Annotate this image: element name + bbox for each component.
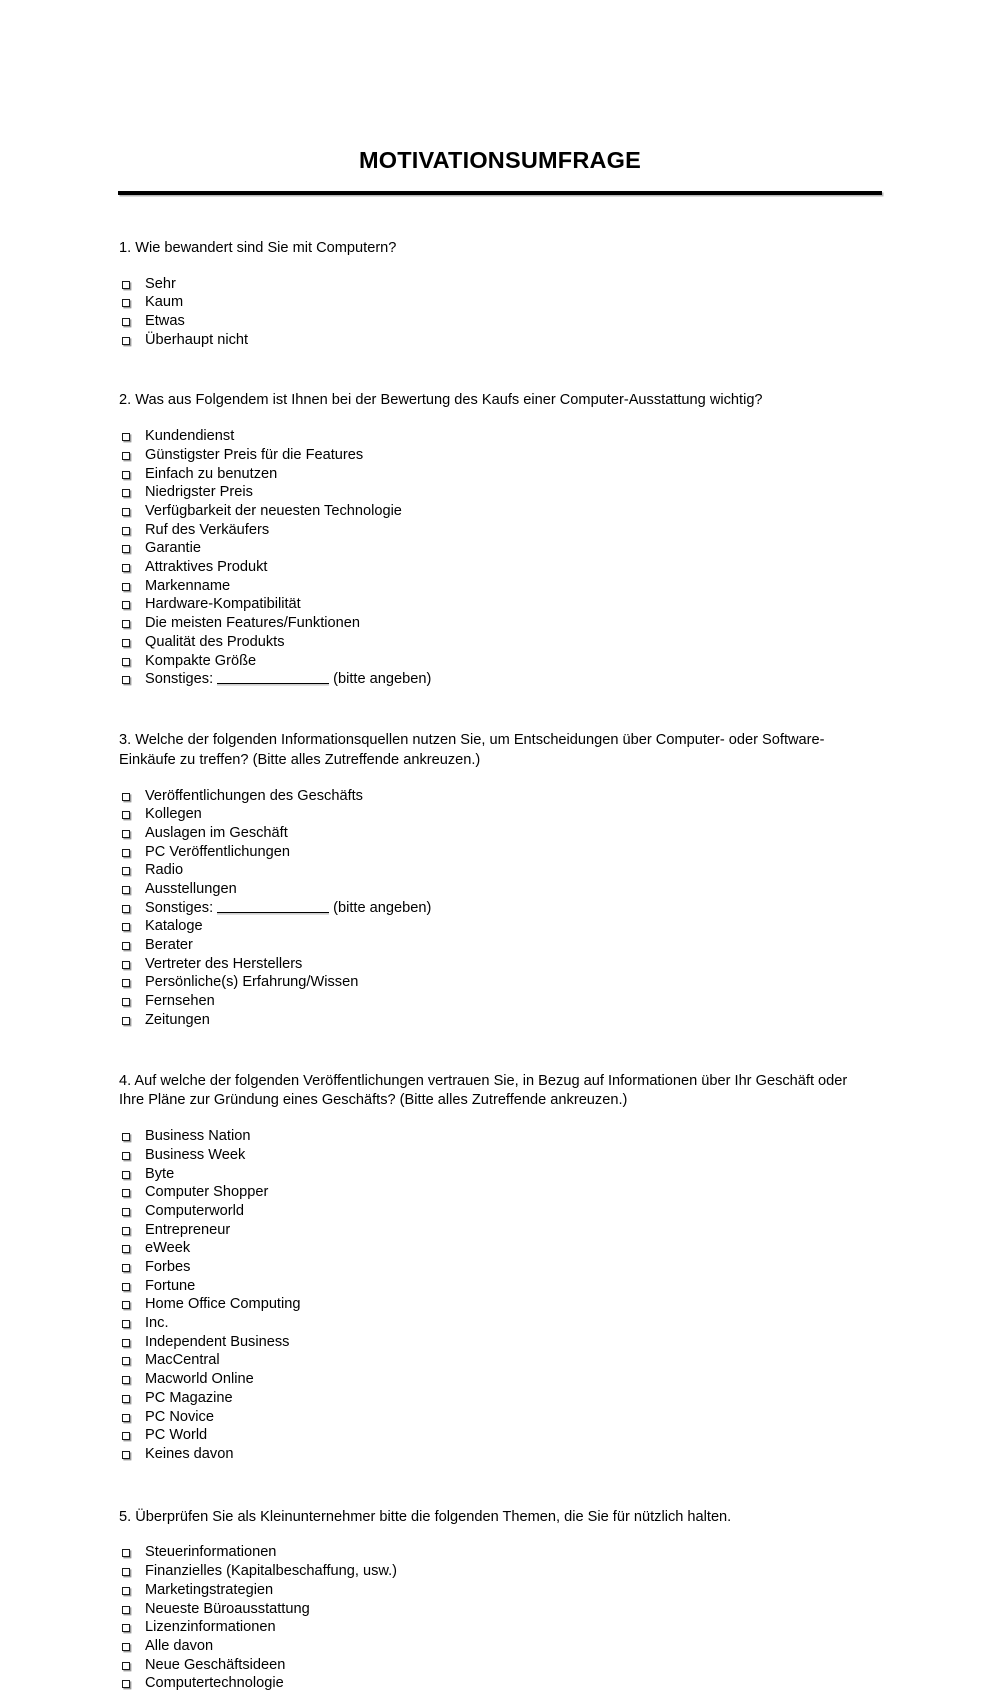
checkbox-icon[interactable] xyxy=(122,1339,130,1347)
option-row[interactable] xyxy=(116,1297,476,1316)
option-row[interactable] xyxy=(116,1223,526,1242)
option-label: Business Week xyxy=(145,1146,246,1163)
checkbox-icon[interactable] xyxy=(122,508,130,516)
option-label: Home Office Computing xyxy=(145,1296,301,1313)
option-label: Inc. xyxy=(145,1315,169,1332)
option-label: Computer Shopper xyxy=(145,1184,269,1201)
option-label: Steuerinformationen xyxy=(145,1544,277,1561)
option-row[interactable] xyxy=(116,789,526,808)
checkbox-icon[interactable] xyxy=(122,1171,130,1179)
option-row[interactable] xyxy=(116,1148,526,1167)
option-label: Sehr xyxy=(145,275,176,292)
option-label: Business Nation xyxy=(145,1128,251,1145)
option-row[interactable] xyxy=(116,277,526,296)
checkbox-icon[interactable] xyxy=(122,961,130,969)
option-label: PC Veröffentlichungen xyxy=(145,843,290,860)
checkbox-icon[interactable] xyxy=(122,281,130,289)
option-label: Fortune xyxy=(145,1277,196,1294)
checkbox-icon[interactable] xyxy=(122,998,130,1006)
questions-container xyxy=(116,239,884,1695)
option-row[interactable] xyxy=(116,1335,476,1354)
option-label: Verfügbarkeit der neuesten Technologie xyxy=(145,503,402,520)
question-block xyxy=(116,1072,884,1466)
option-label: Lizenzinformationen xyxy=(145,1619,276,1636)
checkbox-icon[interactable] xyxy=(122,1568,130,1576)
option-row[interactable] xyxy=(116,1620,476,1639)
option-label: Einfach zu benutzen xyxy=(145,465,278,482)
option-column-left xyxy=(116,789,526,920)
option-label: Finanzielles (Kapitalbeschaffung, usw.) xyxy=(145,1563,398,1580)
checkbox-icon[interactable] xyxy=(122,1017,130,1025)
option-label: Kollegen xyxy=(145,806,202,823)
option-label: Etwas xyxy=(145,313,185,330)
option-column-right xyxy=(116,919,476,1031)
option-row[interactable] xyxy=(116,504,526,523)
checkbox-icon[interactable] xyxy=(122,471,130,479)
checkbox-icon[interactable] xyxy=(122,1432,130,1440)
option-label: Die meisten Features/Funktionen xyxy=(145,615,360,632)
option-row[interactable] xyxy=(116,1447,476,1466)
checkbox-icon[interactable] xyxy=(122,337,130,345)
option-column-right xyxy=(116,1297,476,1465)
option-row[interactable] xyxy=(116,1129,526,1148)
question-text: 3. Welche der folgenden Informationsquellen nutzen Sie, um Entscheidungen über Computer- oder Software-Einkäufe zu treffen? (Bitte alles Zutreffende ankreuzen.) xyxy=(119,731,825,768)
checkbox-icon[interactable] xyxy=(122,811,130,819)
option-columns xyxy=(116,429,884,691)
option-label: Keines davon xyxy=(145,1445,234,1462)
checkbox-icon[interactable] xyxy=(122,620,130,628)
option-label: Radio xyxy=(145,862,184,879)
option-row[interactable] xyxy=(116,429,526,448)
option-row[interactable] xyxy=(116,467,526,486)
option-column-left xyxy=(116,1129,526,1297)
option-row[interactable] xyxy=(116,1316,476,1335)
option-label: Ruf des Verkäufers xyxy=(145,521,270,538)
option-column-right xyxy=(116,314,476,351)
fill-in-wrapper xyxy=(145,672,431,687)
checkbox-icon[interactable] xyxy=(122,545,130,553)
option-label: Hardware-Kompatibilität xyxy=(145,596,301,613)
checkbox-icon[interactable] xyxy=(122,905,130,913)
fill-in-suffix-label: (bitte angeben) xyxy=(333,899,432,916)
option-row[interactable] xyxy=(116,314,476,333)
option-row[interactable] xyxy=(116,1241,526,1260)
checkbox-icon[interactable] xyxy=(122,1549,130,1557)
option-columns xyxy=(116,277,884,352)
option-row[interactable] xyxy=(116,1639,476,1658)
checkbox-icon[interactable] xyxy=(122,1264,130,1272)
question-text: 5. Überprüfen Sie als Kleinunternehmer bitte die folgenden Themen, die Sie für nützlich halten. xyxy=(119,1508,732,1525)
question-text: 4. Auf welche der folgenden Veröffentlichungen vertrauen Sie, in Bezug auf Informationen über Ihr Geschäft oder Ihre Pläne zur Gründung eines Geschäfts? (Bitte alles Zutreffende ankreuzen.) xyxy=(119,1072,848,1109)
option-row[interactable] xyxy=(116,1583,526,1602)
checkbox-icon[interactable] xyxy=(122,1451,130,1459)
option-label: Überhaupt nicht xyxy=(145,331,249,348)
checkbox-icon[interactable] xyxy=(122,942,130,950)
option-row[interactable] xyxy=(116,1372,476,1391)
checkbox-icon[interactable] xyxy=(122,452,130,460)
checkbox-icon[interactable] xyxy=(122,564,130,572)
option-label: Independent Business xyxy=(145,1333,290,1350)
option-row[interactable] xyxy=(116,597,476,616)
checkbox-icon[interactable] xyxy=(122,527,130,535)
checkbox-icon[interactable] xyxy=(122,583,130,591)
option-row[interactable] xyxy=(116,845,526,864)
option-label: PC Novice xyxy=(145,1408,214,1425)
checkbox-icon[interactable] xyxy=(122,867,130,875)
option-row[interactable] xyxy=(116,957,476,976)
option-label: Macworld Online xyxy=(145,1371,254,1388)
option-row[interactable] xyxy=(116,863,526,882)
checkbox-icon[interactable] xyxy=(122,1320,130,1328)
option-label: Neue Geschäftsideen xyxy=(145,1656,286,1673)
fill-in-wrapper xyxy=(145,901,431,916)
option-label: Markenname xyxy=(145,577,231,594)
fill-in-prefix-label: Sonstiges: xyxy=(145,671,214,688)
checkbox-icon[interactable] xyxy=(122,1587,130,1595)
checkbox-icon[interactable] xyxy=(122,639,130,647)
option-label: eWeek xyxy=(145,1240,191,1257)
option-label: Neueste Büroausstattung xyxy=(145,1600,310,1617)
option-row[interactable] xyxy=(116,541,526,560)
checkbox-icon[interactable] xyxy=(122,1357,130,1365)
question-text: 1. Wie bewandert sind Sie mit Computern? xyxy=(119,239,397,256)
question-block xyxy=(116,239,884,352)
option-label: Zeitungen xyxy=(145,1011,210,1028)
option-label: Fernsehen xyxy=(145,993,215,1010)
option-row[interactable] xyxy=(116,1410,476,1429)
checkbox-icon[interactable] xyxy=(122,676,130,684)
option-row[interactable] xyxy=(116,1204,526,1223)
fill-in-blank-field[interactable] xyxy=(217,683,329,684)
option-row[interactable] xyxy=(116,1391,476,1410)
option-row[interactable] xyxy=(116,1260,526,1279)
option-row[interactable] xyxy=(116,1602,526,1621)
option-row[interactable] xyxy=(116,1279,526,1298)
checkbox-icon[interactable] xyxy=(122,299,130,307)
option-label: Entrepreneur xyxy=(145,1221,231,1238)
checkbox-icon[interactable] xyxy=(122,1245,130,1253)
checkbox-icon[interactable] xyxy=(122,433,130,441)
fill-in-suffix-label: (bitte angeben) xyxy=(333,671,432,688)
option-row[interactable] xyxy=(116,994,476,1013)
option-label: PC World xyxy=(145,1427,208,1444)
option-row[interactable] xyxy=(116,1353,476,1372)
checkbox-icon[interactable] xyxy=(122,1227,130,1235)
option-row[interactable] xyxy=(116,635,476,654)
option-row[interactable] xyxy=(116,616,476,635)
option-row[interactable] xyxy=(116,560,476,579)
option-label: MacCentral xyxy=(145,1352,220,1369)
option-row[interactable] xyxy=(116,826,526,845)
option-label: Kaum xyxy=(145,294,184,311)
option-row[interactable] xyxy=(116,1658,476,1677)
option-label: Günstigster Preis für die Features xyxy=(145,446,364,463)
checkbox-icon[interactable] xyxy=(122,1606,130,1614)
question-text: 2. Was aus Folgendem ist Ihnen bei der Bewertung des Kaufs einer Computer-Ausstattung wichtig? xyxy=(119,392,763,409)
option-row[interactable] xyxy=(116,1185,526,1204)
checkbox-icon[interactable] xyxy=(122,979,130,987)
checkbox-icon[interactable] xyxy=(122,1133,130,1141)
checkbox-icon[interactable] xyxy=(122,1376,130,1384)
checkbox-icon[interactable] xyxy=(122,793,130,801)
option-row[interactable] xyxy=(116,1564,526,1583)
option-label: Byte xyxy=(145,1165,175,1182)
checkbox-icon[interactable] xyxy=(122,1414,130,1422)
option-label: Kompakte Größe xyxy=(145,652,257,669)
option-label: Alle davon xyxy=(145,1637,214,1654)
option-column-right xyxy=(116,1620,476,1695)
checkbox-icon[interactable] xyxy=(122,886,130,894)
option-label: Computertechnologie xyxy=(145,1675,284,1692)
option-label: Niedrigster Preis xyxy=(145,484,253,501)
checkbox-icon[interactable] xyxy=(122,1152,130,1160)
page-title: MOTIVATIONSUMFRAGE xyxy=(358,147,642,173)
option-label: Marketingstrategien xyxy=(145,1581,274,1598)
checkbox-icon[interactable] xyxy=(122,1301,130,1309)
option-row[interactable] xyxy=(116,1167,526,1186)
option-row[interactable] xyxy=(116,807,526,826)
option-row[interactable] xyxy=(116,1676,476,1695)
checkbox-icon[interactable] xyxy=(122,1208,130,1216)
option-column-left xyxy=(116,1545,526,1620)
option-row-fill-in[interactable] xyxy=(116,901,526,920)
question-block xyxy=(116,731,884,1032)
fill-in-blank-field[interactable] xyxy=(217,912,329,913)
title-divider xyxy=(118,191,882,195)
option-row-fill-in[interactable] xyxy=(116,672,476,691)
option-label: Forbes xyxy=(145,1259,191,1276)
option-row[interactable] xyxy=(116,1545,526,1564)
option-row[interactable] xyxy=(116,295,526,314)
checkbox-icon[interactable] xyxy=(122,601,130,609)
option-row[interactable] xyxy=(116,485,526,504)
checkbox-icon[interactable] xyxy=(122,318,130,326)
option-row[interactable] xyxy=(116,938,476,957)
checkbox-icon[interactable] xyxy=(122,1680,130,1688)
option-label: Vertreter des Herstellers xyxy=(145,955,303,972)
option-row[interactable] xyxy=(116,1013,476,1032)
option-row[interactable] xyxy=(116,579,476,598)
checkbox-icon[interactable] xyxy=(122,658,130,666)
option-row[interactable] xyxy=(116,1428,476,1447)
checkbox-icon[interactable] xyxy=(122,849,130,857)
option-label: Auslagen im Geschäft xyxy=(145,824,288,841)
option-label: Qualität des Produkts xyxy=(145,633,285,650)
option-row[interactable] xyxy=(116,919,476,938)
checkbox-icon[interactable] xyxy=(122,1662,130,1670)
fill-in-prefix-label: Sonstiges: xyxy=(145,899,214,916)
option-row[interactable] xyxy=(116,523,526,542)
option-column-left xyxy=(116,429,526,560)
option-row[interactable] xyxy=(116,448,526,467)
option-label: Ausstellungen xyxy=(145,881,237,898)
checkbox-icon[interactable] xyxy=(122,830,130,838)
option-column-left xyxy=(116,277,526,314)
option-label: Veröffentlichungen des Geschäfts xyxy=(145,787,363,804)
option-column-right xyxy=(116,560,476,691)
option-row[interactable] xyxy=(116,654,476,673)
option-label: Persönliche(s) Erfahrung/Wissen xyxy=(145,974,359,991)
option-columns xyxy=(116,1129,884,1465)
option-label: Attraktives Produkt xyxy=(145,559,268,576)
option-label: Computerworld xyxy=(145,1202,244,1219)
option-columns xyxy=(116,1545,884,1695)
checkbox-icon[interactable] xyxy=(122,1643,130,1651)
option-columns xyxy=(116,789,884,1032)
question-block xyxy=(116,391,884,690)
checkbox-icon[interactable] xyxy=(122,1624,130,1632)
option-label: Garantie xyxy=(145,540,201,557)
option-label: Kataloge xyxy=(145,918,203,935)
option-label: Kundendienst xyxy=(145,428,235,445)
option-row[interactable] xyxy=(116,882,526,901)
option-label: Berater xyxy=(145,937,193,954)
option-row[interactable] xyxy=(116,333,476,352)
checkbox-icon[interactable] xyxy=(122,1189,130,1197)
checkbox-icon[interactable] xyxy=(122,923,130,931)
question-block xyxy=(116,1508,884,1695)
checkbox-icon[interactable] xyxy=(122,1395,130,1403)
checkbox-icon[interactable] xyxy=(122,489,130,497)
option-label: PC Magazine xyxy=(145,1389,233,1406)
option-row[interactable] xyxy=(116,975,476,994)
